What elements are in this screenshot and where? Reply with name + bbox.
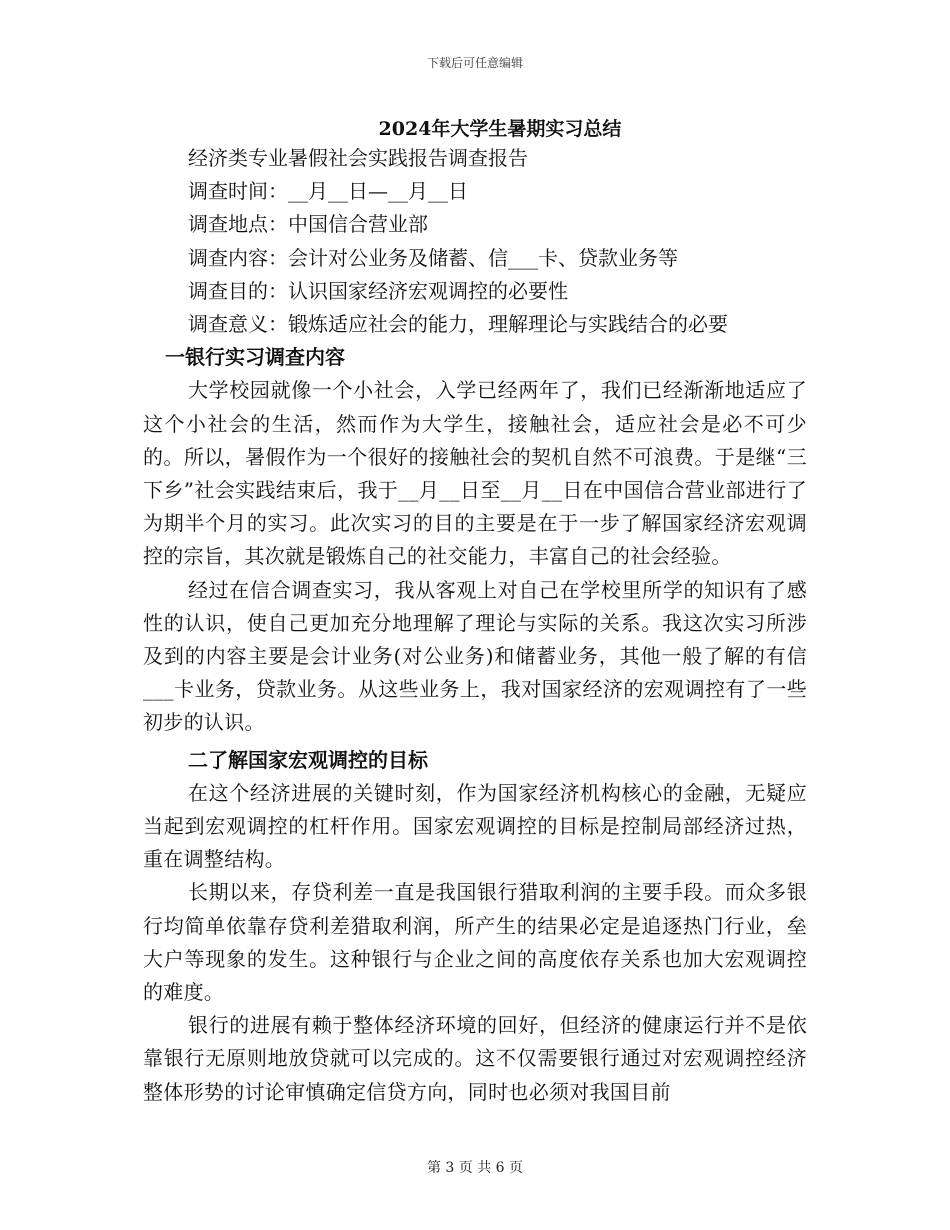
paragraph: 银行的进展有赖于整体经济环境的回好，但经济的健康运行并不是依靠银行无原则地放贷就可以完成的。这不仅需要银行通过对宏观调控经济整体形势的讨论审慎确定信贷方向，同时也必须对我国目前 xyxy=(143,1013,807,1104)
info-line-report-type: 经济类专业暑假社会实践报告调查报告 xyxy=(188,146,528,170)
info-line-survey-time: 调查时间：__月__日—__月__日 xyxy=(188,179,468,204)
document-title: 2024年大学生暑期实习总结 xyxy=(378,118,622,140)
page-number-footer: 第 3 页 共 6 页 xyxy=(426,1160,524,1176)
info-line-survey-purpose: 调查目的：认识国家经济宏观调控的必要性 xyxy=(188,278,568,303)
document-body xyxy=(143,142,807,1109)
paragraph: 在这个经济进展的关键时刻，作为国家经济机构核心的金融，无疑应当起到宏观调控的杠杆作用。国家宏观调控的目标是控制局部经济过热，重在调整结构。 xyxy=(143,780,807,872)
paragraph: 长期以来，存贷利差一直是我国银行猎取利润的主要手段。而众多银行均简单依靠存贷利差猎取利润，所产生的结果必定是追逐热门行业，垒大户等现象的发生。这种银行与企业之间的高度依存关系也加大宏观调控的难度。 xyxy=(143,880,807,1005)
info-line-survey-significance: 调查意义：锻炼适应社会的能力，理解理论与实践结合的必要 xyxy=(188,312,728,337)
header-note: 下载后可任意编辑 xyxy=(426,56,523,70)
section-heading-1: 一银行实习调查内容 xyxy=(165,345,345,370)
paragraph: 大学校园就像一个小社会，入学已经两年了，我们已经渐渐地适应了这个小社会的生活，然而作为大学生，接触社会，适应社会是必不可少的。所以，暑假作为一个很好的接触社会的契机自然不可浪费。于是继“三下乡”社会实践结束后，我于__月__日至__月__日在中国信合营业部进行了为期半个月的实习。此次实习的目的主要是在于一步了解国家经济宏观调控的宗旨，其次就是锻炼自己的社交能力，丰富自己的社会经验。 xyxy=(143,378,807,569)
section-heading-2: 二了解国家宏观调控的目标 xyxy=(188,747,428,772)
info-line-survey-content: 调查内容：会计对公业务及储蓄、信___卡、贷款业务等 xyxy=(188,245,678,270)
info-line-survey-location: 调查地点：中国信合营业部 xyxy=(188,212,428,237)
paragraph: 经过在信合调查实习，我从客观上对自己在学校里所学的知识有了感性的认识，使自己更加充分地理解了理论与实际的关系。我这次实习所涉及到的内容主要是会计业务(对公业务)和储蓄业务，其他一般了解的有信___卡业务，贷款业务。从这些业务上，我对国家经济的宏观调控有了一些初步的认识。 xyxy=(143,577,807,735)
